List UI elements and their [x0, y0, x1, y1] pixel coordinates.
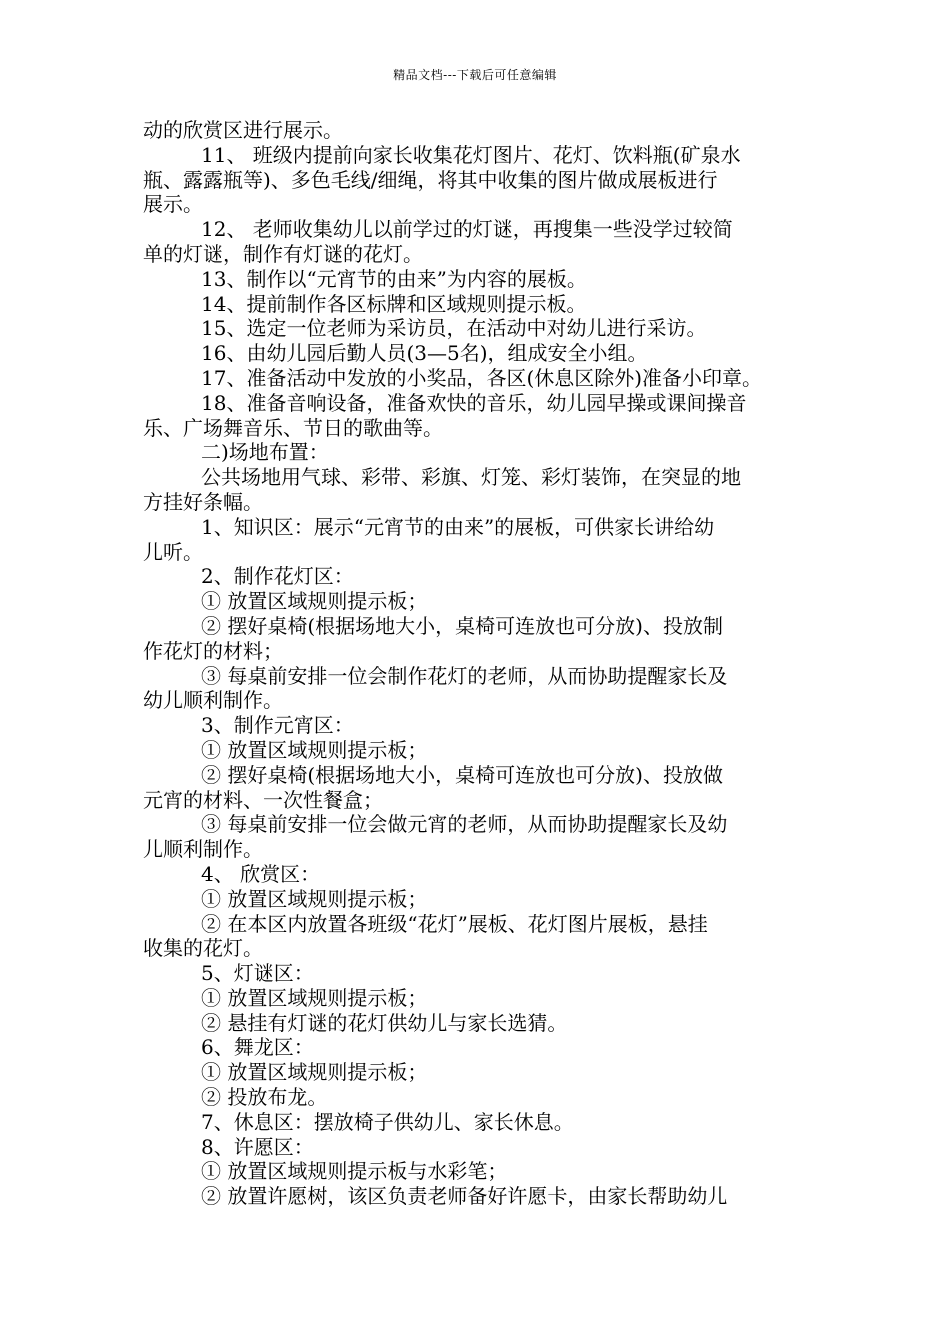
text-line: 方挂好条幅。: [143, 489, 263, 514]
text-line: ② 放置许愿树，该区负责老师备好许愿卡，由家长帮助幼儿: [201, 1184, 728, 1209]
text-line: 公共场地用气球、彩带、彩旗、灯笼、彩灯装饰，在突显的地: [201, 465, 741, 490]
text-line: 4、 欣赏区：: [201, 861, 321, 886]
text-line: 展示。: [143, 192, 203, 217]
text-line: ① 放置区域规则提示板；: [201, 589, 428, 614]
text-line: 11、 班级内提前向家长收集花灯图片、花灯、饮料瓶(矿泉水: [201, 142, 741, 167]
text-line: 儿顺利制作。: [143, 837, 263, 862]
text-line: 1、知识区：展示“元宵节的由来”的展板，可供家长讲给幼: [201, 514, 715, 539]
text-line: 3、制作元宵区：: [201, 713, 354, 738]
text-line: 元宵的材料、一次性餐盒；: [143, 787, 383, 812]
text-line: 6、舞龙区：: [201, 1035, 314, 1060]
text-line: 15、选定一位老师为采访员，在活动中对幼儿进行采访。: [201, 316, 707, 341]
text-line: 瓶、露露瓶等)、多色毛线/细绳，将其中收集的图片做成展板进行: [143, 167, 718, 192]
text-line: 二)场地布置：: [201, 440, 329, 465]
text-line: 17、准备活动中发放的小奖品，各区(休息区除外)准备小印章。: [201, 365, 763, 390]
text-line: 收集的花灯。: [143, 936, 263, 961]
text-line: 8、许愿区：: [201, 1134, 314, 1159]
text-line: ② 悬挂有灯谜的花灯供幼儿与家长选猜。: [201, 1010, 568, 1035]
text-line: ① 放置区域规则提示板；: [201, 886, 428, 911]
text-line: 7、休息区：摆放椅子供幼儿、家长休息。: [201, 1109, 574, 1134]
text-line: 动的欣赏区进行展示。: [143, 118, 343, 142]
text-line: ② 投放布龙。: [201, 1085, 328, 1110]
text-line: 13、制作以“元宵节的由来”为内容的展板。: [201, 266, 587, 291]
text-line: 5、灯谜区：: [201, 961, 314, 986]
text-line: 乐、广场舞音乐、节日的歌曲等。: [143, 415, 443, 440]
text-line: 作花灯的材料；: [143, 638, 283, 663]
text-line: 14、提前制作各区标牌和区域规则提示板。: [201, 291, 587, 316]
text-line: ① 放置区域规则提示板与水彩笔；: [201, 1159, 508, 1184]
text-line: ③ 每桌前安排一位会做元宵的老师，从而协助提醒家长及幼: [201, 812, 728, 837]
text-line: 18、准备音响设备，准备欢快的音乐，幼儿园早操或课间操音: [201, 390, 747, 415]
text-line: ② 摆好桌椅(根据场地大小，桌椅可连放也可分放)、投放做: [201, 762, 723, 787]
page-header: 精品文档---下载后可任意编辑: [393, 68, 557, 82]
text-line: 2、制作花灯区：: [201, 564, 354, 589]
text-line: 16、由幼儿园后勤人员(3—5名)，组成安全小组。: [201, 341, 648, 366]
text-line: ② 摆好桌椅(根据场地大小，桌椅可连放也可分放)、投放制: [201, 613, 723, 638]
document-body: [143, 118, 811, 1209]
text-line: ① 放置区域规则提示板；: [201, 737, 428, 762]
text-line: 单的灯谜，制作有灯谜的花灯。: [143, 241, 423, 266]
text-line: ① 放置区域规则提示板；: [201, 985, 428, 1010]
text-line: 儿听。: [143, 539, 203, 564]
text-line: 幼儿顺利制作。: [143, 688, 283, 713]
text-line: 12、 老师收集幼儿以前学过的灯谜，再搜集一些没学过较简: [201, 217, 733, 242]
text-line: ② 在本区内放置各班级“花灯”展板、花灯图片展板，悬挂: [201, 911, 708, 936]
text-line: ① 放置区域规则提示板；: [201, 1060, 428, 1085]
text-line: ③ 每桌前安排一位会制作花灯的老师，从而协助提醒家长及: [201, 663, 728, 688]
